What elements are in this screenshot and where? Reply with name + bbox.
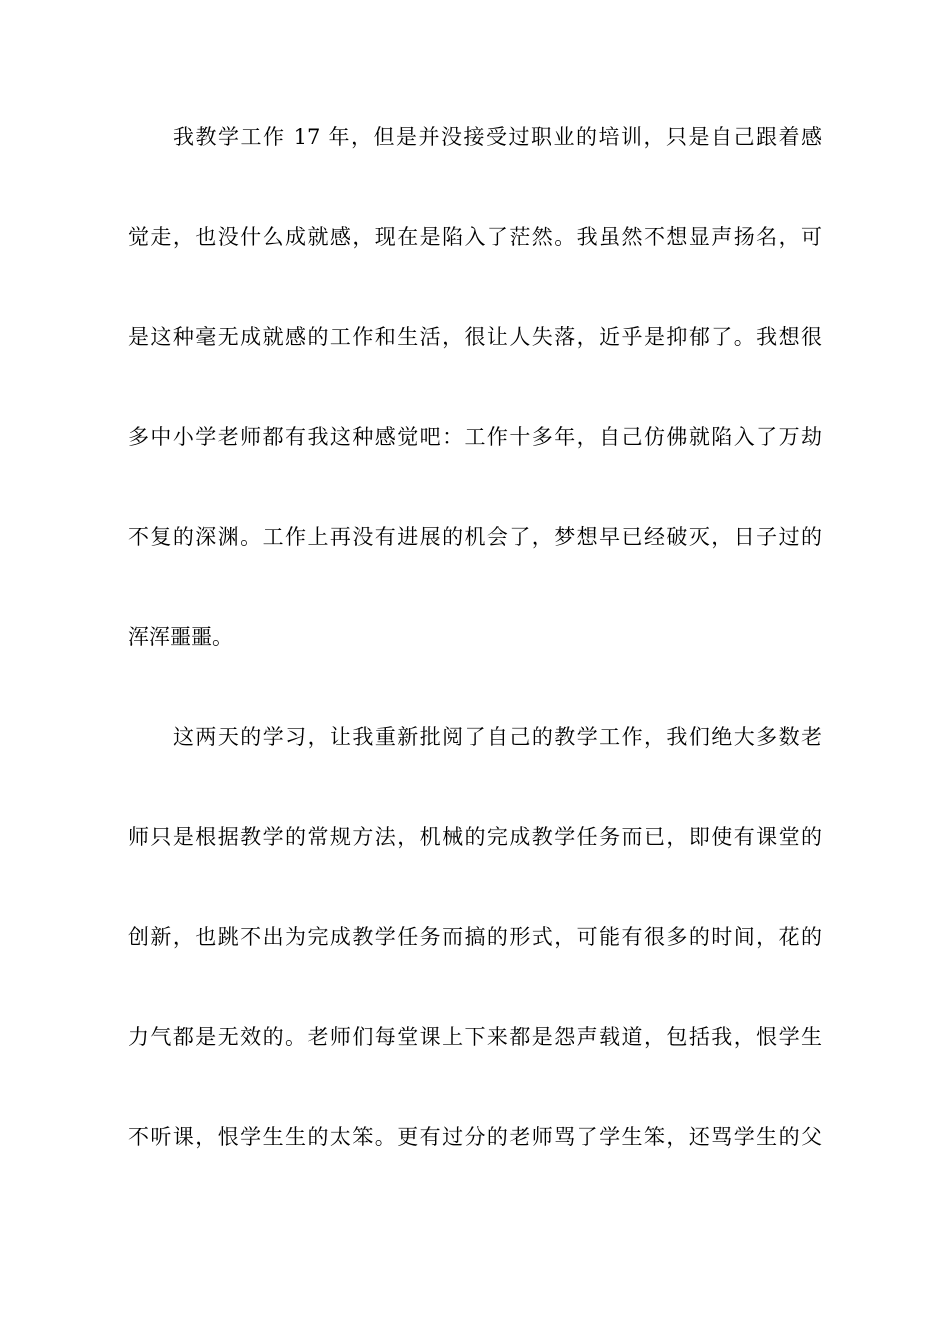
paragraph-line: 不复的深渊。工作上再没有进展的机会了，梦想早已经破灭，日子过的 [128,525,822,549]
paragraph-line: 觉走，也没什么成就感，现在是陷入了茫然。我虽然不想显声扬名，可 [128,225,822,249]
paragraph-line: 浑浑噩噩。 [128,625,233,649]
paragraph-line: 这两天的学习，让我重新批阅了自己的教学工作，我们绝大多数老 [173,725,822,749]
paragraph-line: 师只是根据教学的常规方法，机械的完成教学任务而已，即使有课堂的 [128,825,822,849]
paragraph-line: 多中小学老师都有我这种感觉吧：工作十多年，自己仿佛就陷入了万劫 [128,425,822,449]
paragraph-line: 不听课，恨学生生的太笨。更有过分的老师骂了学生笨，还骂学生的父 [128,1125,822,1149]
paragraph-line: 力气都是无效的。老师们每堂课上下来都是怨声载道，包括我，恨学生 [128,1025,822,1049]
paragraph-line: 是这种毫无成就感的工作和生活，很让人失落，近乎是抑郁了。我想很 [128,325,822,349]
paragraph-line: 我教学工作 17 年，但是并没接受过职业的培训，只是自己跟着感 [173,125,822,149]
paragraph-line: 创新，也跳不出为完成教学任务而搞的形式，可能有很多的时间，花的 [128,925,822,949]
